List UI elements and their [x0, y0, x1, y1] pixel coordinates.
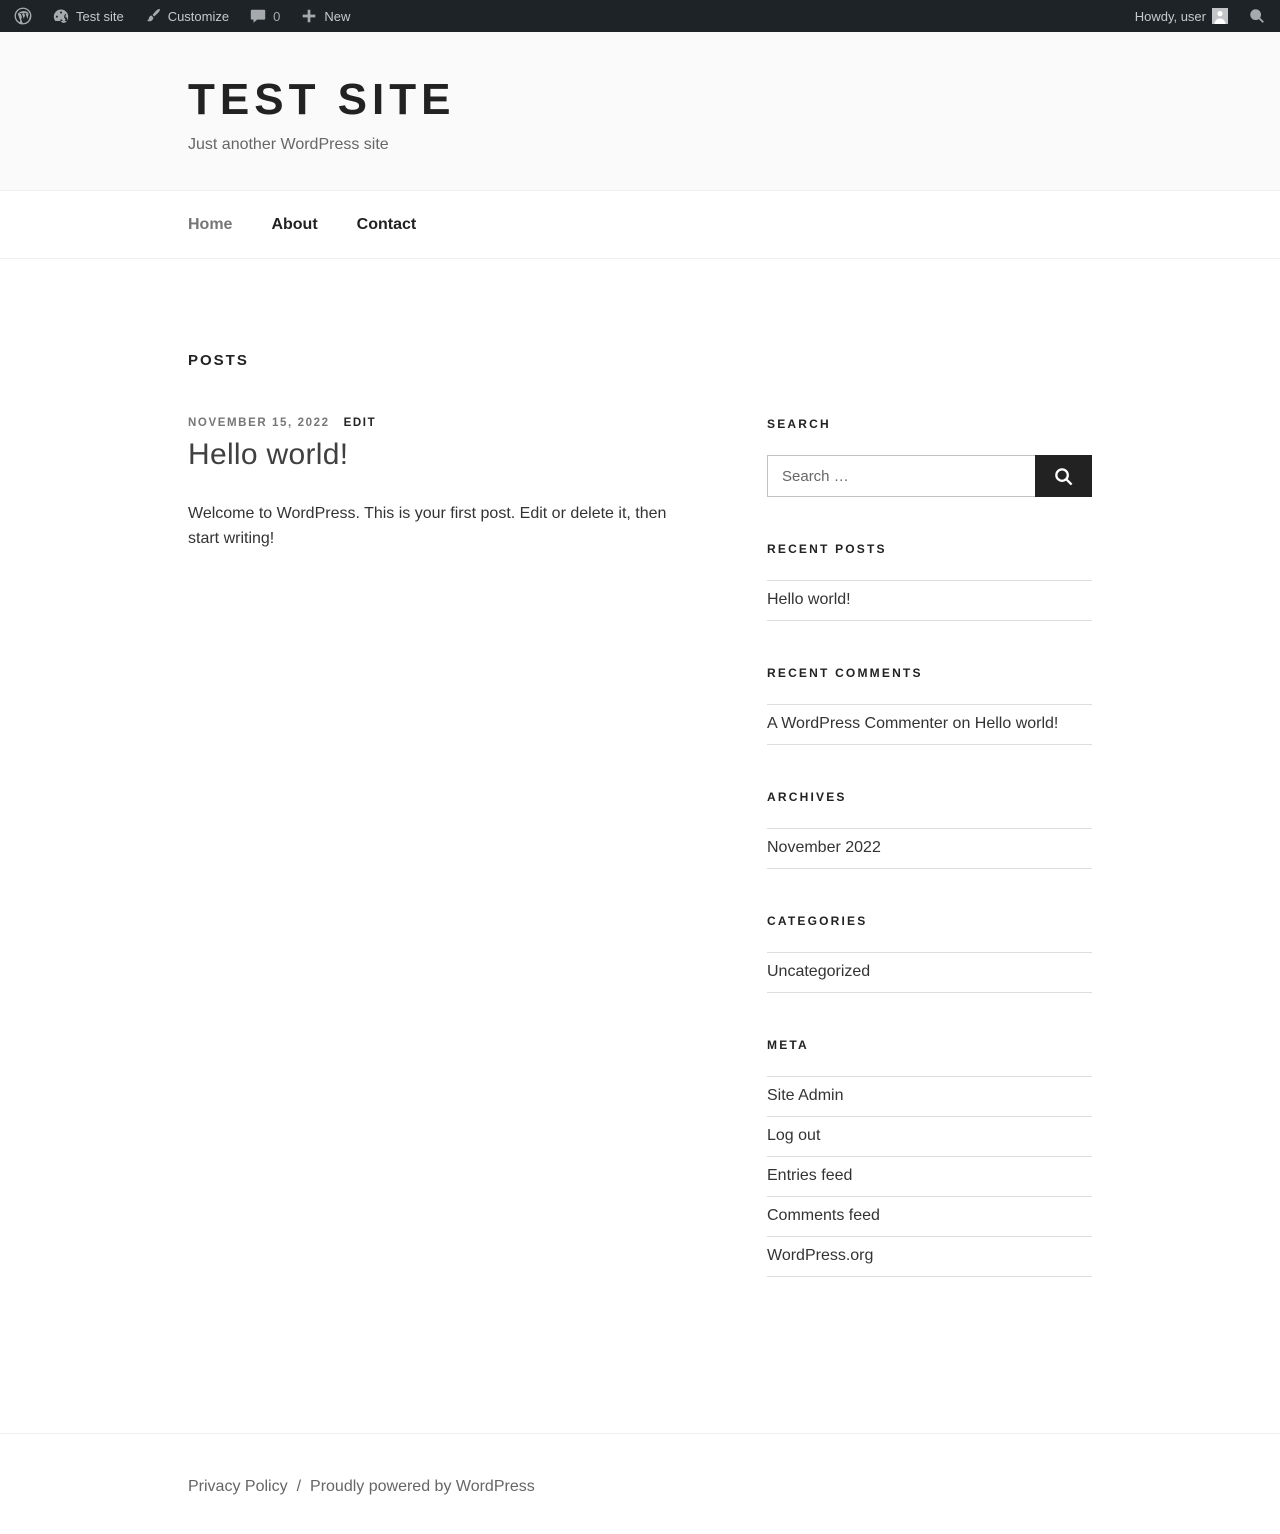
list-item [767, 580, 1092, 621]
meta-title: META [767, 1038, 809, 1052]
admin-bar-search[interactable] [1238, 0, 1276, 32]
site-footer [0, 1433, 1280, 1534]
list-item [767, 828, 1092, 869]
search-widget-title: SEARCH [767, 417, 831, 431]
nav-item-home[interactable]: Home [188, 215, 233, 233]
site-tagline: Just another WordPress site [188, 136, 389, 153]
recent-comments-widget [767, 666, 1092, 745]
categories-list [767, 952, 1092, 993]
user-avatar [1212, 8, 1228, 24]
categories-widget [767, 914, 1092, 993]
log-out-link[interactable]: Log out [767, 1127, 821, 1144]
howdy-label: Howdy, user [1134, 8, 1206, 24]
post-date-link[interactable]: NOVEMBER 15, 2022 [188, 417, 330, 429]
comment-author-link[interactable]: A WordPress Commenter [767, 715, 949, 732]
wp-logo-menu[interactable] [4, 0, 42, 32]
site-admin-link[interactable]: Site Admin [767, 1087, 844, 1104]
post-hello-world [188, 417, 713, 552]
search-icon [1248, 7, 1266, 25]
sidebar [767, 417, 1092, 1322]
recent-posts-title: RECENT POSTS [767, 542, 887, 556]
search-submit-button[interactable] [1035, 455, 1092, 497]
wordpress-org-link[interactable]: WordPress.org [767, 1247, 874, 1264]
plus-icon [300, 7, 318, 25]
comments-feed-link[interactable]: Comments feed [767, 1207, 880, 1224]
archives-list [767, 828, 1092, 869]
admin-bar-new-label: New [324, 8, 351, 24]
nav-menu [188, 216, 1092, 234]
admin-bar-new[interactable] [290, 0, 360, 32]
wordpress-logo-icon [14, 7, 32, 25]
post-body: Welcome to WordPress. This is your first post. Edit or delete it, then start writing! [188, 505, 667, 547]
site-title[interactable]: TEST SITE [188, 75, 456, 124]
nav-item-contact[interactable]: Contact [356, 215, 417, 233]
list-item [767, 1196, 1092, 1236]
admin-bar-site-name[interactable] [42, 0, 134, 32]
powered-by-link[interactable]: Proudly powered by WordPress [310, 1478, 535, 1495]
comments-bubble-icon [249, 7, 267, 25]
meta-list [767, 1076, 1092, 1277]
site-header [0, 32, 1280, 190]
admin-bar-my-account[interactable] [1125, 0, 1238, 32]
search-widget [767, 417, 1092, 497]
archives-widget [767, 790, 1092, 869]
admin-bar-customize-label: Customize [167, 8, 230, 24]
recent-post-link[interactable]: Hello world! [767, 591, 851, 608]
post-title-link[interactable]: Hello world! [188, 438, 349, 471]
footer-separator: / [296, 1478, 302, 1495]
admin-bar-customize[interactable] [134, 0, 239, 32]
main-content [0, 259, 1280, 1433]
list-item [767, 1076, 1092, 1116]
privacy-policy-link[interactable]: Privacy Policy [188, 1478, 288, 1495]
recent-posts-widget [767, 542, 1092, 621]
admin-bar-comments[interactable] [239, 0, 290, 32]
top-navigation [0, 190, 1280, 259]
posts-column [188, 417, 713, 552]
admin-bar-site-name-label: Test site [76, 8, 124, 24]
categories-title: CATEGORIES [767, 914, 868, 928]
list-item [767, 1156, 1092, 1196]
wp-admin-bar [0, 0, 1280, 32]
nav-item-about[interactable]: About [271, 215, 318, 233]
comment-post-link[interactable]: Hello world! [974, 715, 1059, 732]
dashboard-gauge-icon [52, 7, 70, 25]
recent-posts-list [767, 580, 1092, 621]
post-edit-link[interactable]: EDIT [343, 417, 377, 429]
entries-feed-link[interactable]: Entries feed [767, 1167, 853, 1184]
meta-widget [767, 1038, 1092, 1277]
search-input[interactable] [767, 455, 1035, 497]
archives-title: ARCHIVES [767, 790, 847, 804]
search-form [767, 455, 1092, 497]
comment-count-badge: 0 [273, 8, 281, 24]
search-icon [1053, 466, 1074, 487]
page-title: POSTS [188, 352, 249, 369]
archive-link[interactable]: November 2022 [767, 839, 881, 856]
list-item [767, 704, 1092, 745]
recent-comments-title: RECENT COMMENTS [767, 666, 923, 680]
list-item [767, 1116, 1092, 1156]
list-item [767, 1236, 1092, 1277]
customize-brush-icon [144, 7, 162, 25]
entry-meta [188, 417, 713, 429]
comment-connector: on [948, 715, 975, 732]
list-item [767, 952, 1092, 993]
category-link[interactable]: Uncategorized [767, 963, 871, 980]
recent-comments-list [767, 704, 1092, 745]
